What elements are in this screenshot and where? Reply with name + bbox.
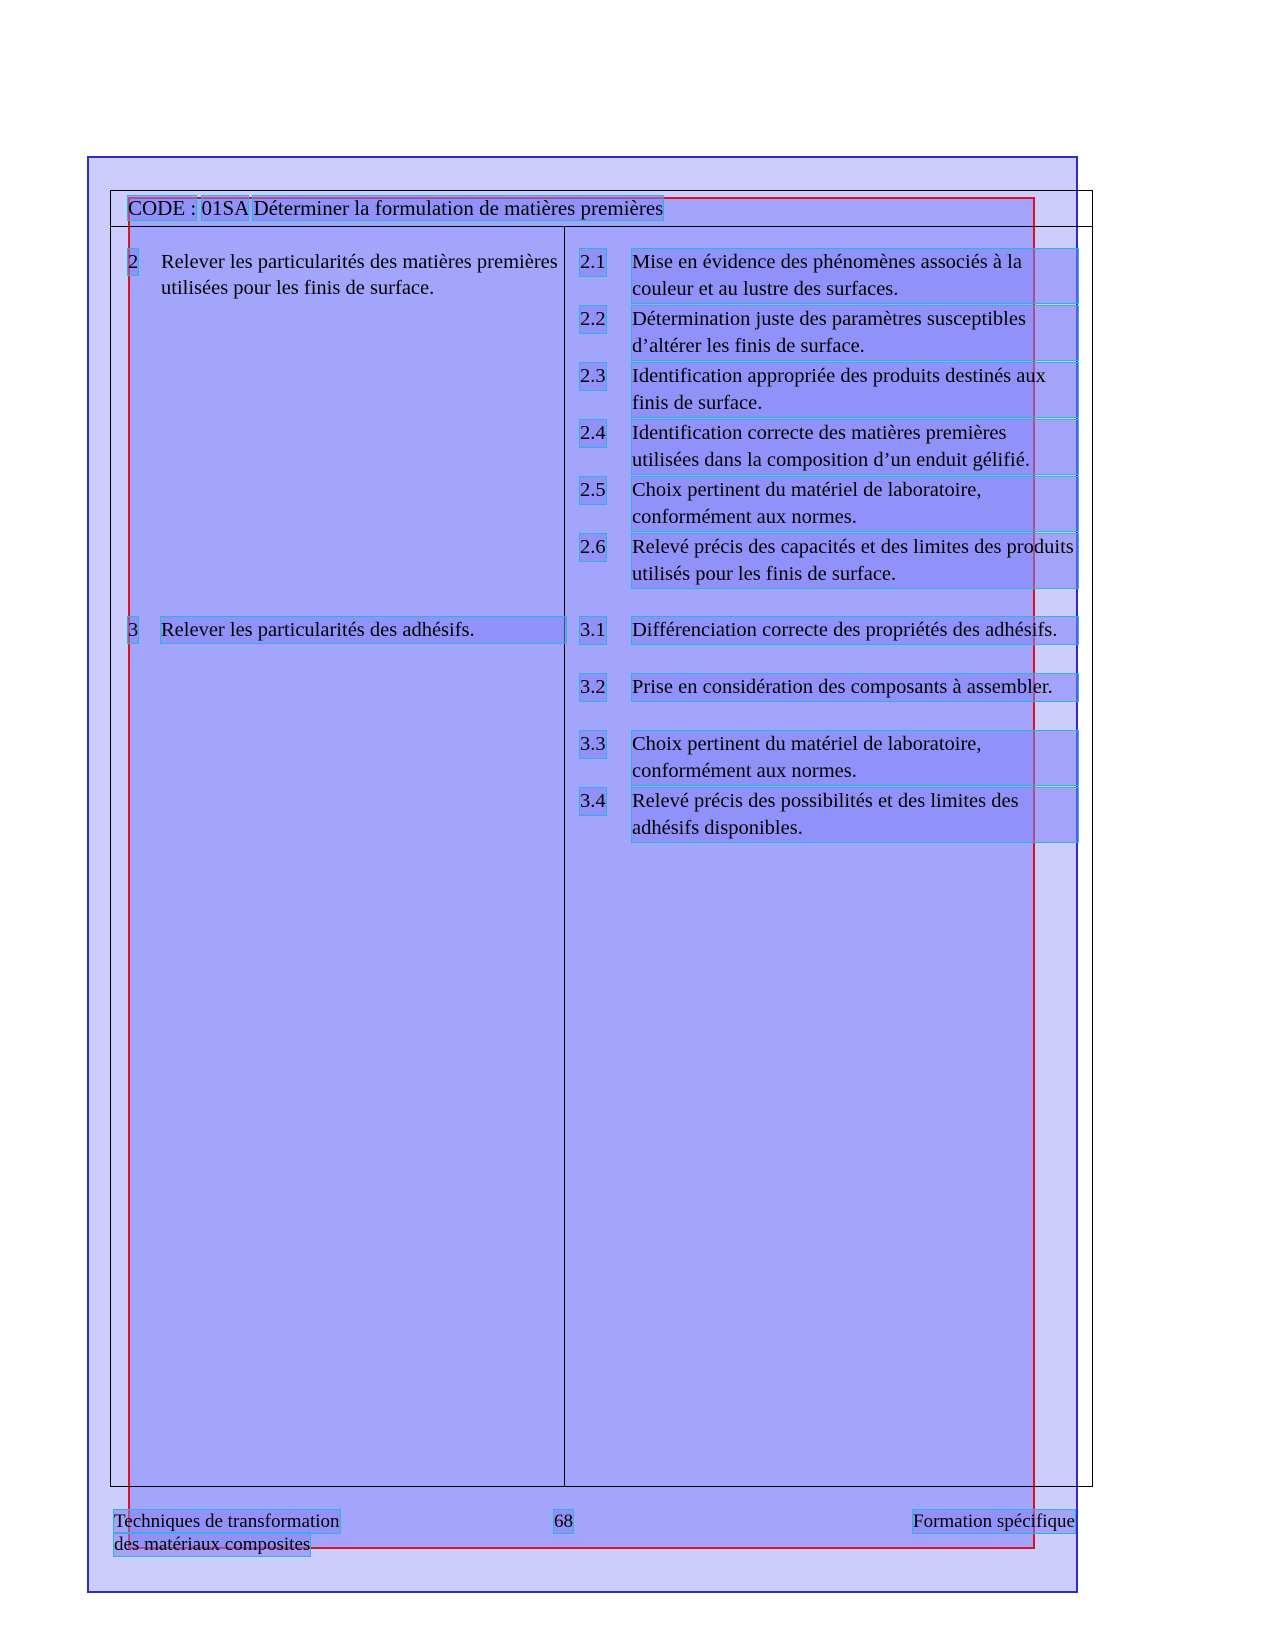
criterion-number: 3.2 (580, 674, 606, 701)
competency-number: 2 (128, 251, 139, 273)
competency-number: 3 (128, 619, 139, 641)
footer-left (114, 1510, 340, 1556)
criterion-text: Mise en évidence des phénomènes associés à la couleur et au lustre des surfaces. (632, 249, 1078, 303)
criterion-number: 2.1 (580, 249, 606, 276)
criterion-number: 2.3 (580, 363, 606, 390)
footer-right: Formation spécifique (913, 1511, 1075, 1532)
criterion-text: Relevé précis des capacités et des limites des produits utilisés pour les finis de surface. (632, 534, 1078, 588)
page-title (128, 195, 663, 221)
competency-text: Relever les particularités des adhésifs. (161, 617, 566, 643)
criterion-number: 3.4 (580, 788, 606, 815)
criterion-text: Choix pertinent du matériel de laboratoire, conformément aux normes. (632, 731, 1078, 785)
criterion-number: 2.5 (580, 477, 606, 504)
criterion-text: Relevé précis des possibilités et des limites des adhésifs disponibles. (632, 788, 1078, 842)
footer-program-line2: des matériaux composites (114, 1534, 311, 1555)
code-value: 01SA (201, 196, 249, 220)
competency-text: Relever les particularités des matières premières utilisées pour les finis de surface. (161, 251, 558, 299)
criterion-number: 2.2 (580, 306, 606, 333)
criterion-text: Prise en considération des composants à assembler. (632, 674, 1078, 701)
page-number: 68 (554, 1511, 573, 1532)
criterion-number: 2.4 (580, 420, 606, 447)
title-text: Déterminer la formulation de matières premières (253, 196, 664, 220)
footer-program-line1: Techniques de transformation (114, 1511, 340, 1532)
criterion-text: Détermination juste des paramètres susceptibles d’altérer les finis de surface. (632, 306, 1078, 360)
criterion-text: Différenciation correcte des propriétés des adhésifs. (632, 617, 1078, 644)
criterion-number: 3.3 (580, 731, 606, 758)
code-label: CODE : (128, 196, 197, 220)
column-rule (564, 226, 565, 1486)
criterion-number: 2.6 (580, 534, 606, 561)
criterion-text: Identification correcte des matières premières utilisées dans la composition d’un enduit gélifié. (632, 420, 1078, 474)
criterion-number: 3.1 (580, 617, 606, 644)
criterion-text: Choix pertinent du matériel de laboratoire, conformément aux normes. (632, 477, 1078, 531)
header-rule (111, 226, 1092, 227)
criterion-text: Identification appropriée des produits destinés aux finis de surface. (632, 363, 1078, 417)
